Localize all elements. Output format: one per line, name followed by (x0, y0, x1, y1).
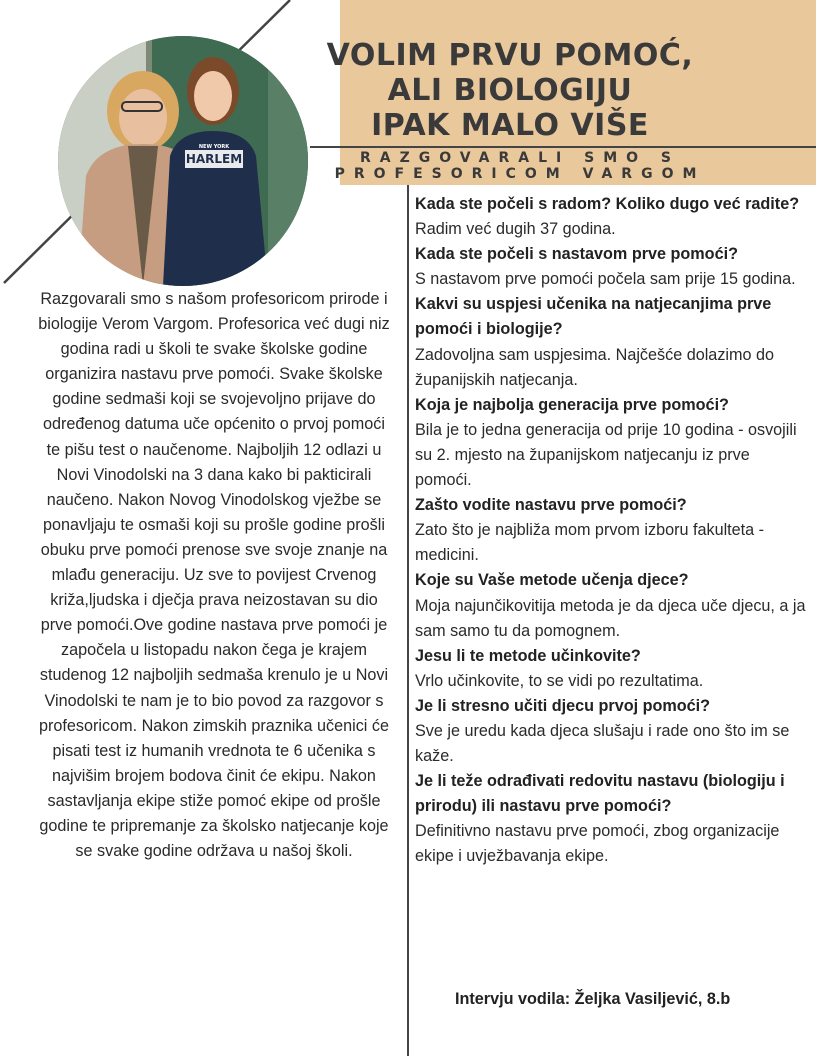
interview-qa (415, 192, 810, 870)
shirt-text: HARLEM (185, 152, 243, 166)
answer-2: S nastavom prve pomoći počela sam prije 15 godina. (415, 270, 796, 289)
page-subtitle (320, 150, 720, 182)
question-5: Zašto vodite nastavu prve pomoći? (415, 496, 687, 515)
answer-9: Definitivno nastavu prve pomoći, zbog organizacije ekipe i uvježbavanja ekipe. (415, 822, 780, 866)
question-4: Koja je najbolja generacija prve pomoći? (415, 395, 729, 414)
question-9: Je li teže odrađivati redovitu nastavu (biologiju i prirodu) ili nastavu prve pomoći? (415, 772, 785, 816)
title-line-2: ALI BIOLOGIJU (387, 73, 633, 108)
question-8: Je li stresno učiti djecu prvoj pomoći? (415, 696, 711, 715)
question-2: Kada ste počeli s nastavom prve pomoći? (415, 245, 738, 264)
answer-5: Zato što je najbliža mom prvom izboru fakulteta -medicini. (415, 521, 765, 565)
answer-4: Bila je to jedna generacija od prije 10 godina - osvojili su 2. mjesto na županijskom natjecanju iz prve pomoći. (415, 420, 797, 490)
title-rule (310, 146, 816, 148)
question-3: Kakvi su uspjesi učenika na natjecanjima prve pomoći i biologije? (415, 295, 772, 339)
subtitle-line-1: RAZGOVARALI SMO S (360, 150, 680, 166)
interview-photo (58, 36, 308, 286)
intro-paragraph: Razgovarali smo s našom profesoricom prirode i biologije Verom Vargom. Profesorica već dugi niz godina radi u školi te svake školske godine organizira nastavu prve pomoći. Svake školske godine sedmaši koji se svojevoljno prijave do određenog datuma uče općenito o prvoj pomoći te pišu test o naučenome. Najboljih 12 odlazi u Novi Vinodolski na 3 dana kako bi pakticirali naučeno. Nakon Novog Vinodolskog vježbe se ponavljaju te osmaši koji su prošle godine prošli obuku prve pomoći prenose sve svoje znanje na mlađu generaciju. Uz sve to povijest Crvenog križa,ljudska i dječja prava neizostavan su dio prve pomoći.Ove godine nastava prve pomoći je započela u listopadu nakon čega je krajem studenog 12 najboljih sedmaša krenulo je u Novi Vinodolski te nam je to bio povod za razgovor s profesoricom. Nakon zimskih praznika učenici će pisati test iz humanih vrednota te 6 učenika s najvišim brojem bodova činit će ekipu. Nakon sastavljanja ekipe stiže pomoć ekipe od prošle godine te pripremanje za školsko natjecanje koje se svake godine održava u našoj školi. (38, 290, 390, 861)
page-title (300, 38, 720, 143)
question-1: Kada ste počeli s radom? Koliko dugo već radite? (415, 195, 800, 213)
answer-1: Radim već dugih 37 godina. (415, 220, 616, 239)
subtitle-line-2: PROFESORICOM VARGOM (334, 166, 706, 182)
question-6: Koje su Vaše metode učenja djece? (415, 571, 689, 590)
shirt-small-text: NEW YORK (198, 144, 230, 150)
title-line-3: IPAK MALO VIŠE (371, 108, 649, 143)
interview-signature: Intervju vodila: Željka Vasiljević, 8.b (455, 990, 731, 1008)
answer-7: Vrlo učinkovite, to se vidi po rezultatima. (415, 671, 704, 690)
column-divider (407, 185, 409, 1056)
answer-3: Zadovoljna sam uspjesima. Najčešće dolazimo do županijskih natjecanja. (415, 345, 774, 389)
question-7: Jesu li te metode učinkovite? (415, 646, 641, 665)
answer-6: Moja najunčikovitija metoda je da djeca uče djecu, a ja sam samo tu da pomognem. (415, 596, 806, 640)
answer-8: Sve je uredu kada djeca slušaju i rade ono što im se kaže. (415, 721, 790, 766)
title-line-1: VOLIM PRVU POMOĆ, (326, 38, 694, 73)
